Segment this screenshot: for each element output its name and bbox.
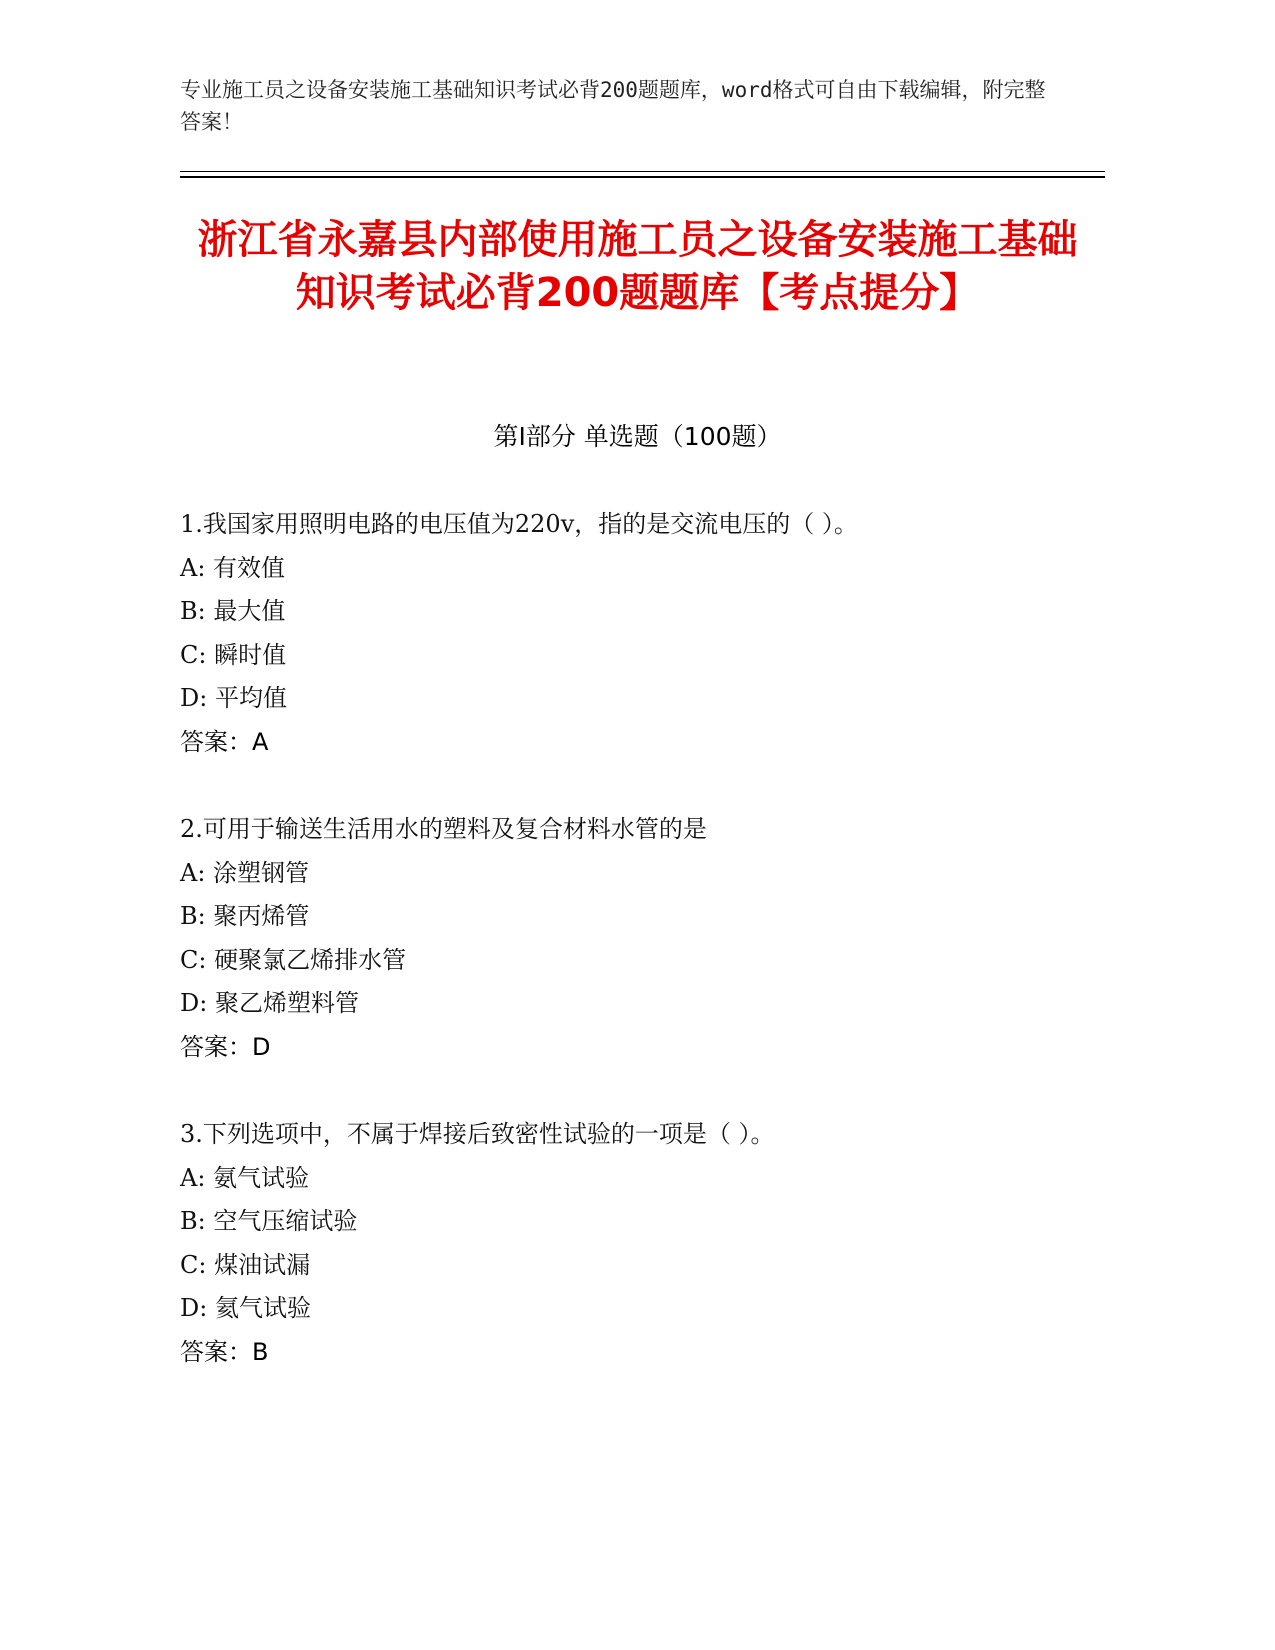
option-a: A: 涂塑钢管 xyxy=(180,858,310,887)
section-heading: 第Ⅰ部分 单选题（100题） xyxy=(493,422,782,451)
answer-line: 答案：B xyxy=(180,1337,269,1366)
question-stem: 2.可用于输送生活用水的塑料及复合材料水管的是 xyxy=(180,815,707,843)
question-stem: 1.我国家用照明电路的电压值为220v，指的是交流电压的（ ）。 xyxy=(180,510,858,538)
option-a: A: 氨气试验 xyxy=(180,1163,310,1192)
option-b: B: 最大值 xyxy=(180,597,286,625)
option-c: C: 硬聚氯乙烯排水管 xyxy=(180,945,407,974)
option-d: D: 氦气试验 xyxy=(180,1294,311,1322)
question-2 xyxy=(180,808,1080,1069)
option-c: C: 瞬时值 xyxy=(180,640,287,669)
document-title: 浙江省永嘉县内部使用施工员之设备安装施工基础知识考试必背200题题库【考点提分】 xyxy=(197,217,1078,316)
option-c: C: 煤油试漏 xyxy=(180,1250,311,1279)
header-divider-thin xyxy=(180,171,1105,172)
option-a: A: 有效值 xyxy=(180,553,286,582)
answer-line: 答案：A xyxy=(180,727,269,756)
option-b: B: 聚丙烯管 xyxy=(180,902,310,930)
option-d: D: 聚乙烯塑料管 xyxy=(180,989,359,1017)
header-divider-thick xyxy=(180,176,1105,178)
option-d: D: 平均值 xyxy=(180,684,287,712)
option-b: B: 空气压缩试验 xyxy=(180,1207,358,1235)
question-stem: 3.下列选项中，不属于焊接后致密性试验的一项是（ ）。 xyxy=(180,1120,775,1148)
question-3 xyxy=(180,1113,1080,1374)
header-note: 专业施工员之设备安装施工基础知识考试必背200题题库，word格式可自由下载编辑，附完整答案！ xyxy=(180,78,1046,134)
answer-line: 答案：D xyxy=(180,1032,271,1061)
question-1 xyxy=(180,503,1080,764)
